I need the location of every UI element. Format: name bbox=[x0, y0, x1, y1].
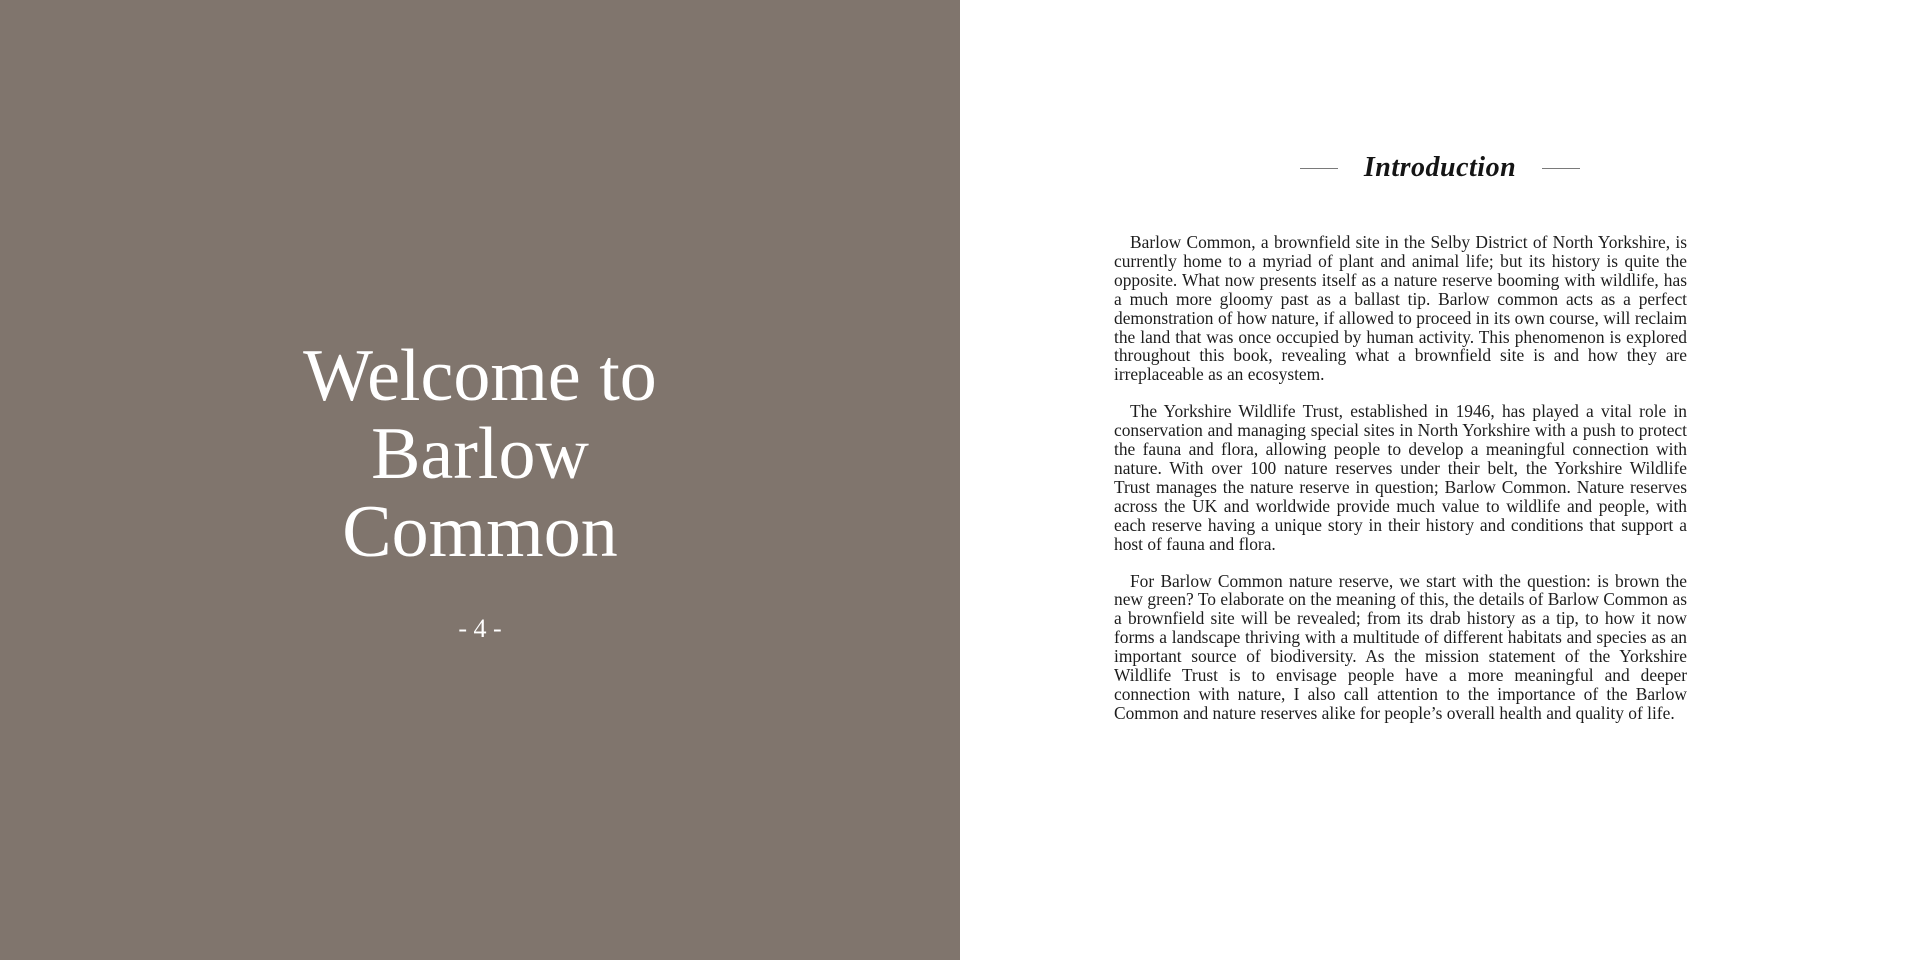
paragraph-3: For Barlow Common nature reserve, we start with the question: is brown the new green? To elaborate on the meaning of this, the details of Barlow Common as a brownfield site will be revealed; from its drab history as a tip, to how it now forms a landscape thriving with a multitude of different habitats and species as an important source of biodiversity. As the mission statement of the Yorkshire Wildlife Trust is to envisage people have a more meaningful and deeper connection with nature, I also call attention to the importance of the Barlow Common and nature reserves alike for people’s overall health and quality of life. bbox=[1114, 570, 1687, 723]
title-line-3: Common bbox=[342, 491, 618, 573]
page-title bbox=[0, 337, 960, 571]
paragraph-2: The Yorkshire Wildlife Trust, established in 1946, has played a vital role in conservation and managing special sites in North Yorkshire with a push to protect the fauna and flora, allowing people to develop a meaningful connection with nature. With over 100 nature reserves under their belt, the Yorkshire Wildlife Trust manages the nature reserve in question; Barlow Common. Nature reserves across the UK and worldwide provide much value to wildlife and people, with each reserve having a unique story in their history and conditions that support a host of fauna and flora. bbox=[1114, 401, 1687, 554]
title-line-1: Welcome to bbox=[303, 335, 657, 417]
paragraph-1: Barlow Common, a brownfield site in the Selby District of North Yorkshire, is currently home to a myriad of plant and animal life; but its history is quite the opposite. What now presents itself as a nature reserve booming with wildlife, has a much more gloomy past as a ballast tip. Barlow common acts as a perfect demonstration of how nature, if allowed to proceed in its own course, will reclaim the land that was once occupied by human activity. This phenomenon is explored throughout this book, revealing what a brownfield site is and how they are irreplaceable as an ecosystem. bbox=[1114, 232, 1687, 385]
heading-rule-right bbox=[1542, 168, 1580, 169]
body-text bbox=[1114, 233, 1687, 741]
right-page bbox=[960, 0, 1920, 960]
section-heading-row bbox=[960, 148, 1920, 188]
title-line-2: Barlow bbox=[371, 413, 589, 495]
page-number: - 4 - bbox=[458, 614, 502, 643]
section-heading: Introduction bbox=[1363, 152, 1517, 183]
heading-rule-left bbox=[1300, 168, 1338, 169]
